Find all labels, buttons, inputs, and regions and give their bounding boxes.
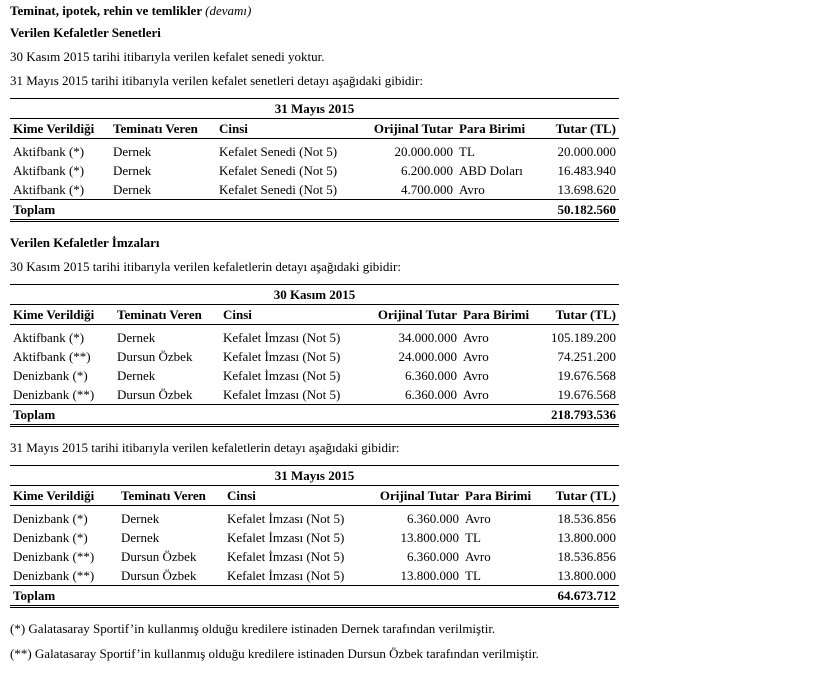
- table-cell: 74.251.200: [557, 348, 616, 364]
- table-header-row: [10, 486, 619, 506]
- col-header: Cinsi: [220, 305, 360, 325]
- title-suffix: (devamı): [205, 3, 252, 18]
- table-cell: Denizbank (*): [13, 529, 88, 545]
- table-cell: 6.360.000: [407, 548, 459, 564]
- table-row: [10, 161, 619, 180]
- col-header: Orijinal Tutar: [360, 305, 460, 325]
- table-cell: Dernek: [113, 143, 152, 159]
- col-header: Tutar (TL): [539, 305, 619, 325]
- table-cell: Aktifbank (*): [13, 162, 85, 178]
- table-period: 31 Mayıs 2015: [274, 468, 355, 483]
- table-cell: Dursun Özbek: [117, 386, 193, 402]
- table-row: [10, 566, 619, 586]
- total-label: Toplam: [10, 200, 110, 221]
- table-cell: Avro: [459, 181, 485, 197]
- col-header: Tutar (TL): [542, 486, 619, 506]
- table-total-row: [10, 200, 619, 221]
- col-header: Kime Verildiği: [10, 119, 110, 139]
- col-header: Kime Verildiği: [10, 305, 114, 325]
- section-heading-senetler: Verilen Kefaletler Senetleri: [10, 25, 161, 40]
- table-cell: Denizbank (*): [13, 510, 88, 526]
- table-row: [10, 366, 619, 385]
- table-cell: Aktifbank (**): [13, 348, 91, 364]
- table-row: [10, 180, 619, 200]
- table-cell: Dursun Özbek: [121, 567, 197, 583]
- data-table: [10, 304, 619, 427]
- col-header: Kime Verildiği: [10, 486, 118, 506]
- table-cell: 18.536.856: [557, 510, 616, 526]
- table-cell: 19.676.568: [557, 386, 616, 402]
- note-nov-senetler: 30 Kasım 2015 tarihi itibarıyla verilen kefalet senedi yoktur.: [10, 49, 325, 64]
- table-header-row: [10, 119, 619, 139]
- note-may-imzalar: 31 Mayıs 2015 tarihi itibarıyla verilen kefaletlerin detayı aşağıdaki gibidir:: [10, 440, 400, 455]
- col-header: Cinsi: [224, 486, 362, 506]
- table-cell: 6.360.000: [405, 386, 457, 402]
- col-header: Tutar (TL): [539, 119, 619, 139]
- table-cell: 13.800.000: [557, 529, 616, 545]
- table-cell: 6.360.000: [407, 510, 459, 526]
- total-value: 64.673.712: [542, 586, 619, 607]
- table-cell: TL: [465, 567, 481, 583]
- table-cell: Dursun Özbek: [117, 348, 193, 364]
- table-row: [10, 385, 619, 405]
- table-cell: ABD Doları: [459, 162, 523, 178]
- total-label: Toplam: [10, 405, 114, 426]
- table-cell: Avro: [463, 329, 489, 345]
- note-nov-imzalar: 30 Kasım 2015 tarihi itibarıyla verilen kefaletlerin detayı aşağıdaki gibidir:: [10, 259, 401, 274]
- table-cell: Kefalet İmzası (Not 5): [223, 367, 341, 383]
- total-label: Toplam: [10, 586, 118, 607]
- table-cell: Denizbank (*): [13, 367, 88, 383]
- table-cell: Aktifbank (*): [13, 181, 85, 197]
- table-cell: Avro: [463, 386, 489, 402]
- table-cell: TL: [465, 529, 481, 545]
- table-cell: Aktifbank (*): [13, 329, 85, 345]
- table-period: 31 Mayıs 2015: [274, 101, 355, 116]
- table-cell: 4.700.000: [401, 181, 453, 197]
- table-total-row: [10, 586, 619, 607]
- col-header: Orijinal Tutar: [362, 486, 462, 506]
- table-cell: Dernek: [113, 162, 152, 178]
- col-header: Para Birimi: [456, 119, 539, 139]
- table-row: [10, 547, 619, 566]
- note-may-senetler: 31 Mayıs 2015 tarihi itibarıyla verilen kefalet senetleri detayı aşağıdaki gibidir:: [10, 73, 423, 88]
- section-heading-imzalar: Verilen Kefaletler İmzaları: [10, 235, 160, 250]
- table-cell: Denizbank (**): [13, 567, 95, 583]
- title-text: Teminat, ipotek, rehin ve temlikler: [10, 3, 202, 18]
- table-cell: 18.536.856: [557, 548, 616, 564]
- table-cell: Kefalet İmzası (Not 5): [223, 348, 341, 364]
- table-cell: Kefalet İmzası (Not 5): [227, 529, 345, 545]
- table-cell: Dursun Özbek: [121, 548, 197, 564]
- footnote-single: (*) Galatasaray Sportif’in kullanmış olduğu kredilere istinaden Dernek tarafından verilmiştir.: [10, 621, 496, 636]
- table-cell: Avro: [465, 548, 491, 564]
- table-senetler-may: [10, 98, 619, 222]
- table-row: [10, 347, 619, 366]
- data-table: [10, 485, 619, 608]
- table-period: 30 Kasım 2015: [273, 287, 356, 302]
- table-cell: 105.189.200: [551, 329, 616, 345]
- table-cell: Dernek: [113, 181, 152, 197]
- table-header-row: [10, 305, 619, 325]
- table-cell: Avro: [465, 510, 491, 526]
- table-cell: Dernek: [121, 529, 160, 545]
- table-cell: Kefalet İmzası (Not 5): [223, 386, 341, 402]
- col-header: Teminatı Veren: [114, 305, 220, 325]
- table-cell: Kefalet İmzası (Not 5): [223, 329, 341, 345]
- col-header: Cinsi: [216, 119, 356, 139]
- footnote-double: (**) Galatasaray Sportif’in kullanmış olduğu kredilere istinaden Dursun Özbek tarafından verilmiştir.: [10, 646, 539, 661]
- col-header: Para Birimi: [460, 305, 539, 325]
- table-cell: Kefalet Senedi (Not 5): [219, 181, 338, 197]
- total-value: 218.793.536: [539, 405, 619, 426]
- table-cell: 13.800.000: [400, 567, 459, 583]
- table-cell: Kefalet Senedi (Not 5): [219, 162, 338, 178]
- table-row: [10, 506, 619, 529]
- table-cell: 13.800.000: [400, 529, 459, 545]
- table-cell: Dernek: [117, 329, 156, 345]
- table-cell: TL: [459, 143, 475, 159]
- table-cell: Denizbank (**): [13, 386, 95, 402]
- table-row: [10, 325, 619, 348]
- table-cell: 13.800.000: [557, 567, 616, 583]
- table-cell: Denizbank (**): [13, 548, 95, 564]
- table-cell: 16.483.940: [557, 162, 616, 178]
- table-cell: Dernek: [117, 367, 156, 383]
- table-cell: Avro: [463, 348, 489, 364]
- table-row: [10, 139, 619, 162]
- table-cell: 34.000.000: [398, 329, 457, 345]
- table-imzalar-may: [10, 465, 619, 608]
- table-cell: Kefalet İmzası (Not 5): [227, 567, 345, 583]
- table-cell: 13.698.620: [557, 181, 616, 197]
- table-cell: Kefalet İmzası (Not 5): [227, 548, 345, 564]
- page-title: [10, 3, 251, 19]
- table-cell: Avro: [463, 367, 489, 383]
- table-cell: Kefalet Senedi (Not 5): [219, 143, 338, 159]
- col-header: Para Birimi: [462, 486, 542, 506]
- table-cell: 19.676.568: [557, 367, 616, 383]
- table-cell: Kefalet İmzası (Not 5): [227, 510, 345, 526]
- total-value: 50.182.560: [539, 200, 619, 221]
- data-table: [10, 118, 619, 222]
- table-cell: 20.000.000: [557, 143, 616, 159]
- table-total-row: [10, 405, 619, 426]
- table-imzalar-nov: [10, 284, 619, 427]
- table-row: [10, 528, 619, 547]
- table-cell: 6.200.000: [401, 162, 453, 178]
- col-header: Teminatı Veren: [118, 486, 224, 506]
- table-cell: 24.000.000: [398, 348, 457, 364]
- col-header: Orijinal Tutar: [356, 119, 456, 139]
- table-cell: 6.360.000: [405, 367, 457, 383]
- table-cell: Aktifbank (*): [13, 143, 85, 159]
- table-cell: Dernek: [121, 510, 160, 526]
- table-cell: 20.000.000: [394, 143, 453, 159]
- col-header: Teminatı Veren: [110, 119, 216, 139]
